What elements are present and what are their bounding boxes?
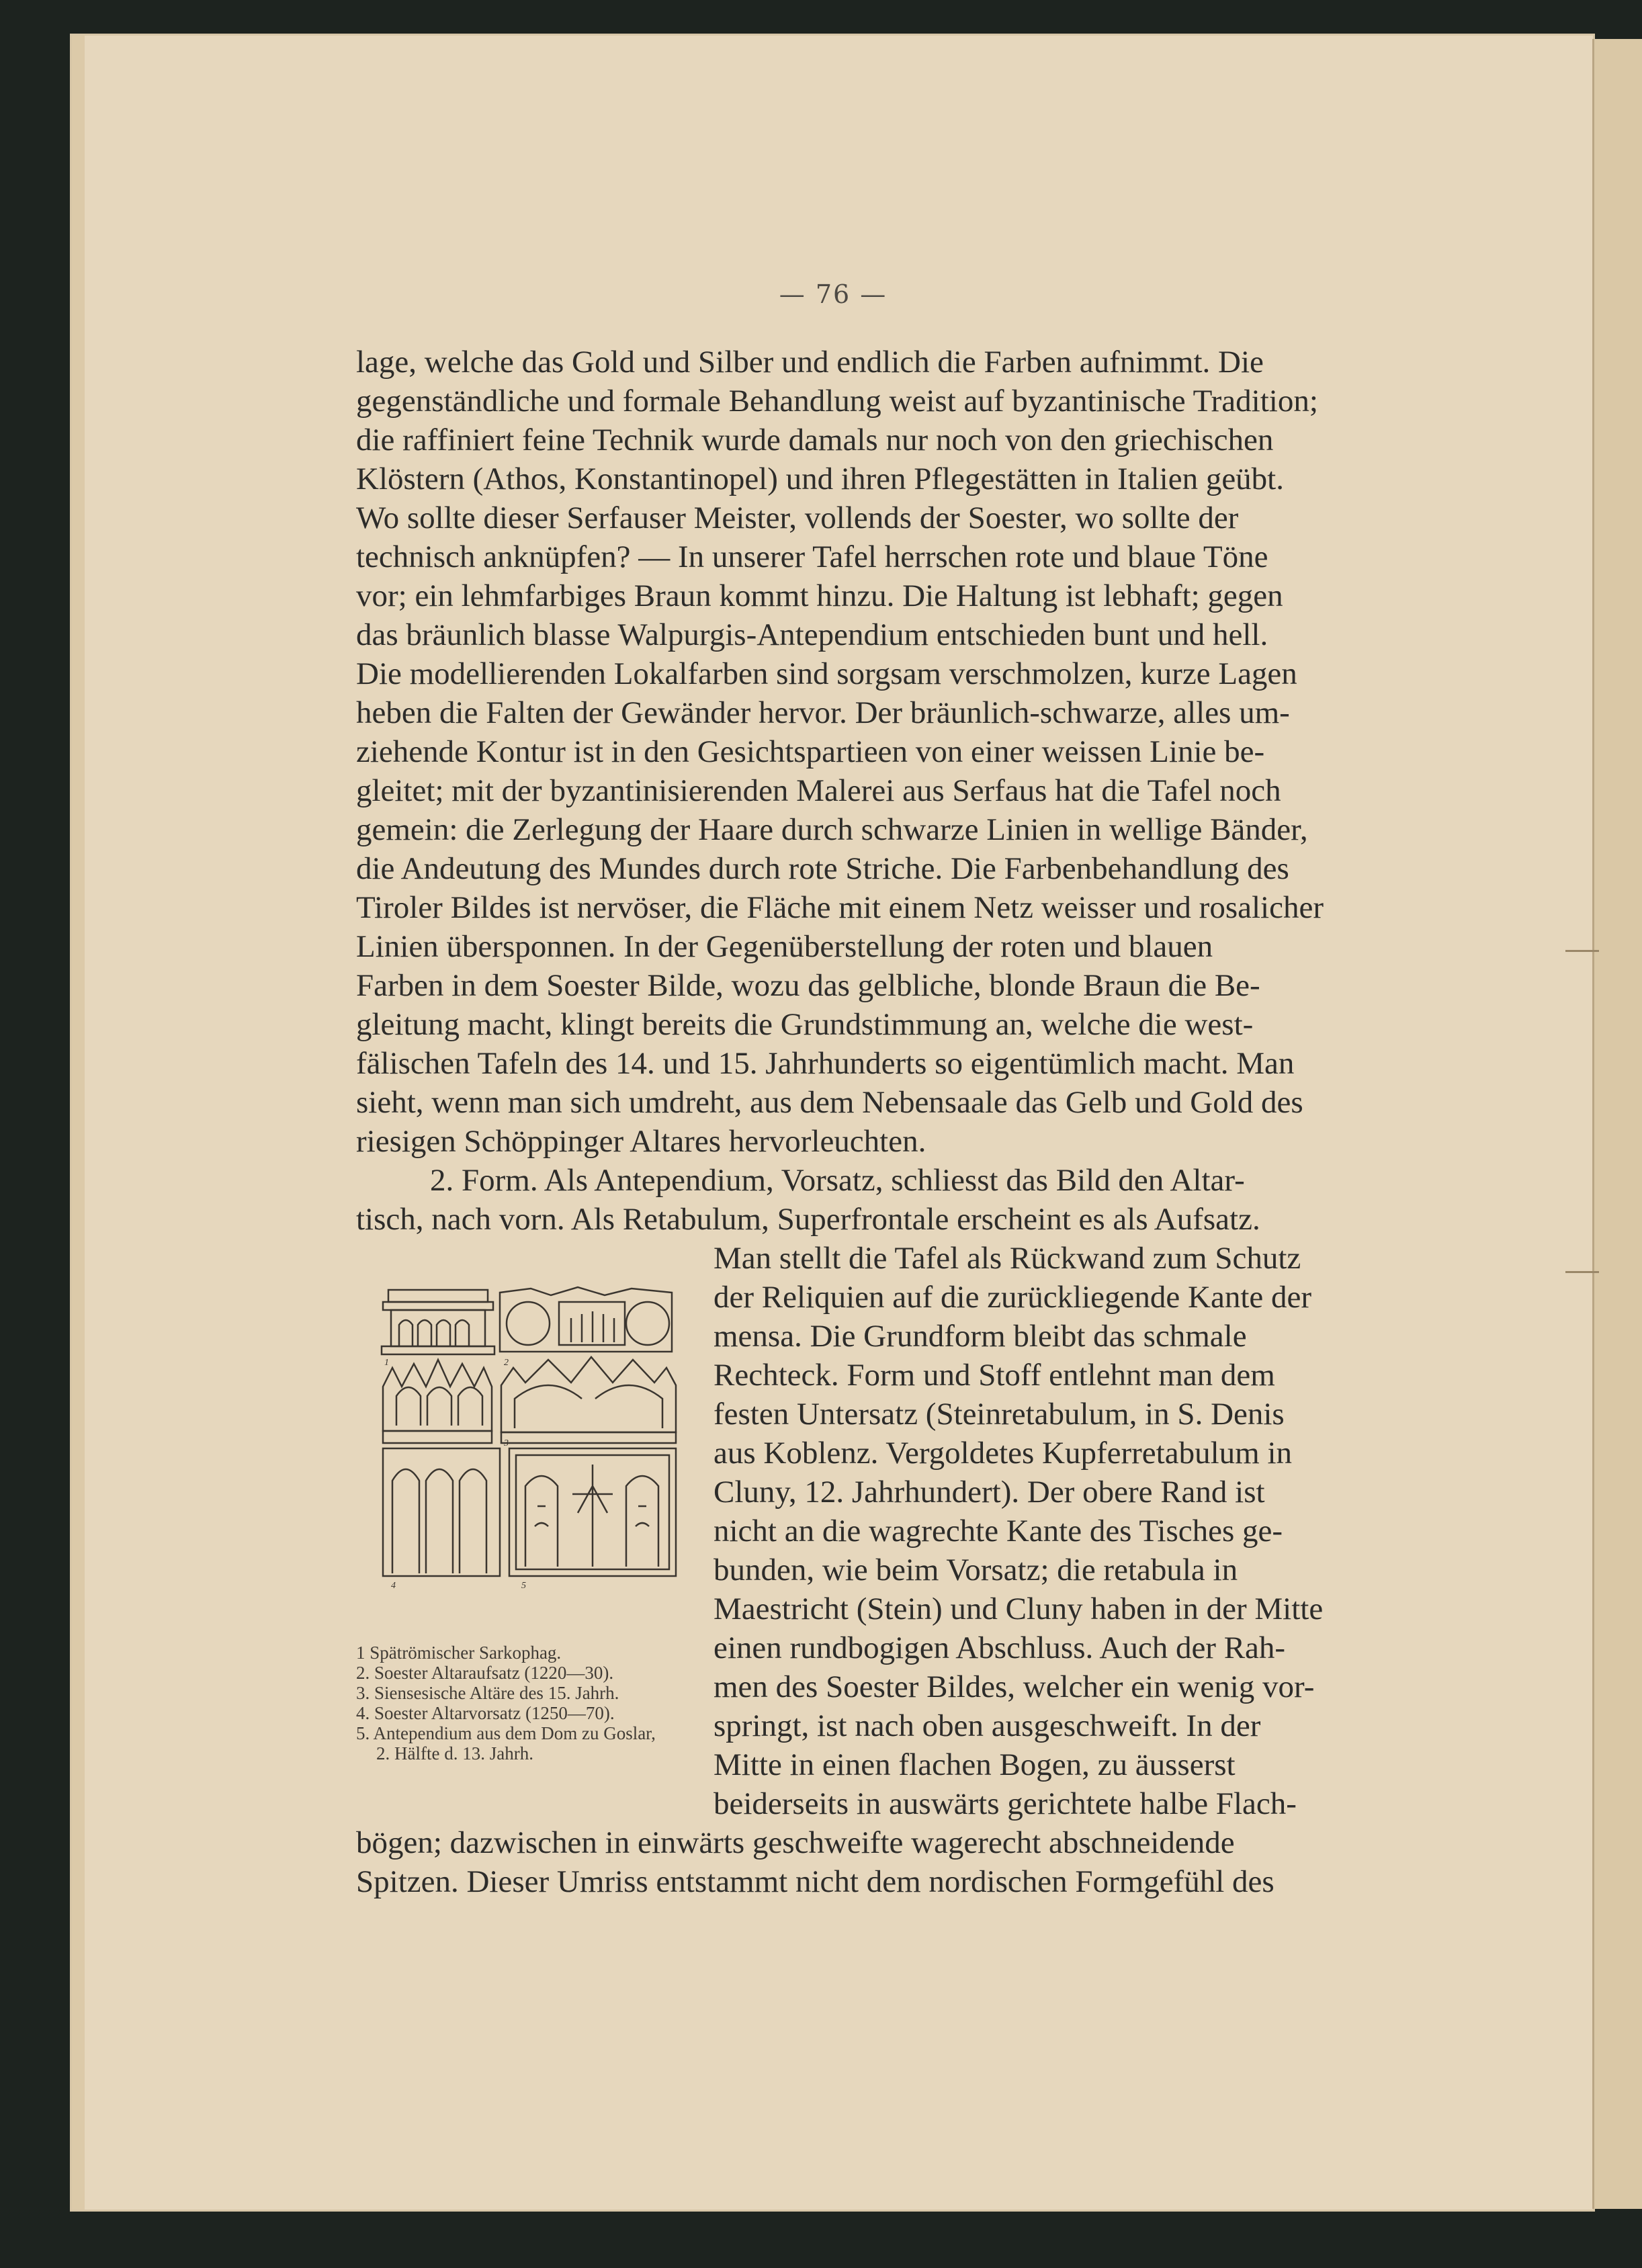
sienese-altar-drawing bbox=[383, 1357, 676, 1443]
figure-panel-number: 5 bbox=[521, 1581, 526, 1591]
body-line: Farben in dem Soester Bilde, wozu das gelbliche, blonde Braun die Be- bbox=[356, 968, 1260, 1003]
figure-caption: 4. Soester Altarvorsatz (1250—70). bbox=[356, 1703, 615, 1723]
body-line: die raffiniert feine Technik wurde damals nur noch von den griechischen bbox=[356, 423, 1274, 457]
page-edge-mark bbox=[1565, 950, 1599, 952]
wrap-line: springt, ist nach oben ausgeschweift. In der bbox=[714, 1708, 1261, 1743]
wrap-line: nicht an die wagrechte Kante des Tisches ge- bbox=[714, 1514, 1283, 1549]
wrap-line: aus Koblenz. Vergoldetes Kupferretabulum in bbox=[714, 1436, 1293, 1471]
goslar-antependium-drawing bbox=[509, 1448, 676, 1576]
wrap-line: mensa. Die Grundform bleibt das schmale bbox=[714, 1319, 1247, 1354]
figure-panel-number: 3 bbox=[504, 1438, 509, 1448]
altar-forms-figure bbox=[376, 1284, 685, 1616]
body-line: das bräunlich blasse Walpurgis-Antependium entschieden bunt und hell. bbox=[356, 617, 1268, 652]
body-line: gemein: die Zerlegung der Haare durch schwarze Linien in wellige Bänder, bbox=[356, 812, 1308, 847]
figure-panel-number: 2 bbox=[504, 1358, 509, 1368]
wrap-line: Cluny, 12. Jahrhundert). Der obere Rand ist bbox=[714, 1475, 1265, 1510]
body-line: riesigen Schöppinger Altares hervorleuchten. bbox=[356, 1124, 926, 1159]
body-line: sieht, wenn man sich umdreht, aus dem Nebensaale das Gelb und Gold des bbox=[356, 1085, 1303, 1120]
next-page-edge bbox=[1592, 39, 1642, 2209]
page-edge-mark bbox=[1565, 1271, 1599, 1273]
soester-altaraufsatz-drawing bbox=[500, 1287, 672, 1352]
figure-caption: 5. Antependium aus dem Dom zu Goslar, bbox=[356, 1723, 656, 1743]
figure-captions bbox=[356, 1643, 705, 1763]
wrap-line: Rechteck. Form und Stoff entlehnt man dem bbox=[714, 1358, 1275, 1393]
body-line: Spitzen. Dieser Umriss entstammt nicht dem nordischen Formgefühl des bbox=[356, 1864, 1274, 1899]
body-line: die Andeutung des Mundes durch rote Striche. Die Farbenbehandlung des bbox=[356, 851, 1289, 886]
body-line: Tiroler Bildes ist nervöser, die Fläche mit einem Netz weisser und rosalicher bbox=[356, 890, 1324, 925]
figure-caption: 1 Spätrömischer Sarkophag. bbox=[356, 1643, 562, 1663]
figure-panel-number: 1 bbox=[384, 1358, 389, 1368]
wrap-line: festen Untersatz (Steinretabulum, in S. Denis bbox=[714, 1397, 1285, 1432]
figure-panel-number: 4 bbox=[391, 1581, 396, 1591]
figure-caption: 2. Hälfte d. 13. Jahrh. bbox=[376, 1743, 533, 1763]
sarcophagus-drawing bbox=[382, 1290, 494, 1354]
body-line: gleitung macht, klingt bereits die Grundstimmung an, welche die west- bbox=[356, 1007, 1254, 1042]
body-line: Die modellierenden Lokalfarben sind sorgsam verschmolzen, kurze Lagen bbox=[356, 656, 1297, 691]
body-line: bögen; dazwischen in einwärts geschweifte wagerecht abschneidende bbox=[356, 1825, 1235, 1860]
wrap-line: men des Soester Bildes, welcher ein wenig vor- bbox=[714, 1669, 1315, 1704]
body-line: tisch, nach vorn. Als Retabulum, Superfrontale erscheint es als Aufsatz. bbox=[356, 1202, 1260, 1237]
body-line: gleitet; mit der byzantinisierenden Malerei aus Serfaus hat die Tafel noch bbox=[356, 773, 1281, 808]
body-line: technisch anknüpfen? — In unserer Tafel herrschen rote und blaue Töne bbox=[356, 539, 1268, 574]
body-line: heben die Falten der Gewänder hervor. Der bräunlich-schwarze, alles um- bbox=[356, 695, 1290, 730]
body-line: lage, welche das Gold und Silber und endlich die Farben aufnimmt. Die bbox=[356, 345, 1264, 380]
figure-caption: 3. Siensesische Altäre des 15. Jahrh. bbox=[356, 1683, 619, 1703]
wrap-line: Maestricht (Stein) und Cluny haben in der Mitte bbox=[714, 1591, 1324, 1626]
section-heading-line: 2. Form. Als Antependium, Vorsatz, schliesst das Bild den Altar- bbox=[430, 1163, 1245, 1198]
wrap-line: einen rundbogigen Abschluss. Auch der Rah- bbox=[714, 1630, 1286, 1665]
body-line: vor; ein lehmfarbiges Braun kommt hinzu. Die Haltung ist lebhaft; gegen bbox=[356, 578, 1283, 613]
figure-caption: 2. Soester Altaraufsatz (1220—30). bbox=[356, 1663, 614, 1683]
wrap-line: Man stellt die Tafel als Rückwand zum Schutz bbox=[714, 1241, 1301, 1276]
soester-altarvorsatz-drawing bbox=[383, 1448, 500, 1576]
wrap-line: der Reliquien auf die zurückliegende Kante der bbox=[714, 1280, 1311, 1315]
body-line: Wo sollte dieser Serfauser Meister, vollends der Soester, wo sollte der bbox=[356, 500, 1239, 535]
wrap-line: bunden, wie beim Vorsatz; die retabula in bbox=[714, 1553, 1238, 1587]
page-number: — 76 — bbox=[779, 279, 888, 309]
body-line: fälischen Tafeln des 14. und 15. Jahrhunderts so eigentümlich macht. Man bbox=[356, 1046, 1295, 1081]
body-line: Klöstern (Athos, Konstantinopel) und ihren Pflegestätten in Italien geübt. bbox=[356, 462, 1284, 496]
body-line: gegenständliche und formale Behandlung weist auf byzantinische Tradition; bbox=[356, 384, 1318, 419]
body-line: Linien übersponnen. In der Gegenüberstellung der roten und blauen bbox=[356, 929, 1213, 964]
body-line: ziehende Kontur ist in den Gesichtspartieen von einer weissen Linie be- bbox=[356, 734, 1265, 769]
wrap-line: beiderseits in auswärts gerichtete halbe Flach- bbox=[714, 1786, 1297, 1821]
wrap-line: Mitte in einen flachen Bogen, zu äusserst bbox=[714, 1747, 1236, 1782]
